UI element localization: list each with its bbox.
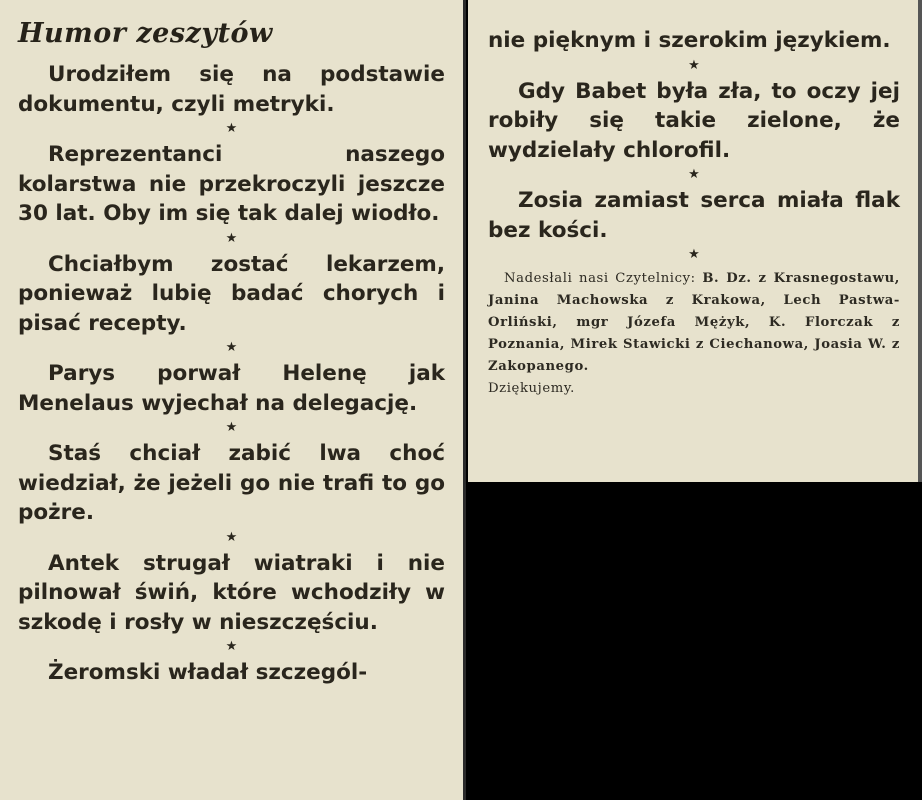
star-separator: ★ — [225, 639, 238, 654]
joke-text: Urodziłem się na podstawie dokumentu, czyli metryki. — [18, 62, 445, 117]
star-separator: ★ — [225, 340, 238, 355]
star-separator: ★ — [225, 121, 238, 136]
joke-text: Parys porwał Helenę jak Menelaus wyjechał na delegację. — [18, 361, 445, 416]
joke-text: Staś chciał zabić lwa choć wiedział, że jeżeli go nie trafi to go pożre. — [18, 441, 445, 525]
star-separator: ★ — [688, 247, 700, 262]
joke-text: Chciałbym zostać lekarzem, ponieważ lubię badać chorych i pisać recepty. — [18, 251, 445, 336]
joke-text: Zosia zamiast serca miała flak bez kości. — [488, 188, 900, 243]
credits-intro: Nadesłali nasi Czytelnicy: — [504, 271, 696, 286]
joke-text: Antek strugał wiatraki i nie pilnował świń, które wchodziły w szkodę i rosły w nieszczęściu. — [18, 550, 445, 635]
joke-continuation: nie pięknym i szerokim językiem. — [488, 28, 891, 53]
star-separator: ★ — [225, 420, 238, 435]
joke-text: Reprezentanci naszego kolarstwa nie przekroczyli jeszcze 30 lat. Oby im się tak dalej wiodło. — [18, 142, 445, 226]
star-separator: ★ — [688, 167, 700, 182]
credits-block — [488, 268, 900, 400]
credits-senders: B. Dz. z Krasnegostawu, Janina Machowska z Krakowa, Lech Pastwa-Orliński, mgr Józefa Mężyk, K. Florczak z Poznania, Mirek Stawicki z Ciechanowa, Joasia W. z Zakopanego. — [488, 271, 900, 374]
star-separator: ★ — [225, 230, 238, 246]
article-title: Humor zeszytów — [18, 18, 273, 49]
star-separator: ★ — [688, 57, 700, 73]
right-column — [468, 0, 922, 482]
credits-thanks: Dziękujemy. — [488, 381, 575, 396]
joke-text: Gdy Babet była zła, to oczy jej robiły się takie zielone, że wydzielały chlorofil. — [488, 78, 900, 163]
star-separator: ★ — [225, 529, 238, 545]
joke-text: Żeromski władał szczegól- — [48, 660, 368, 685]
